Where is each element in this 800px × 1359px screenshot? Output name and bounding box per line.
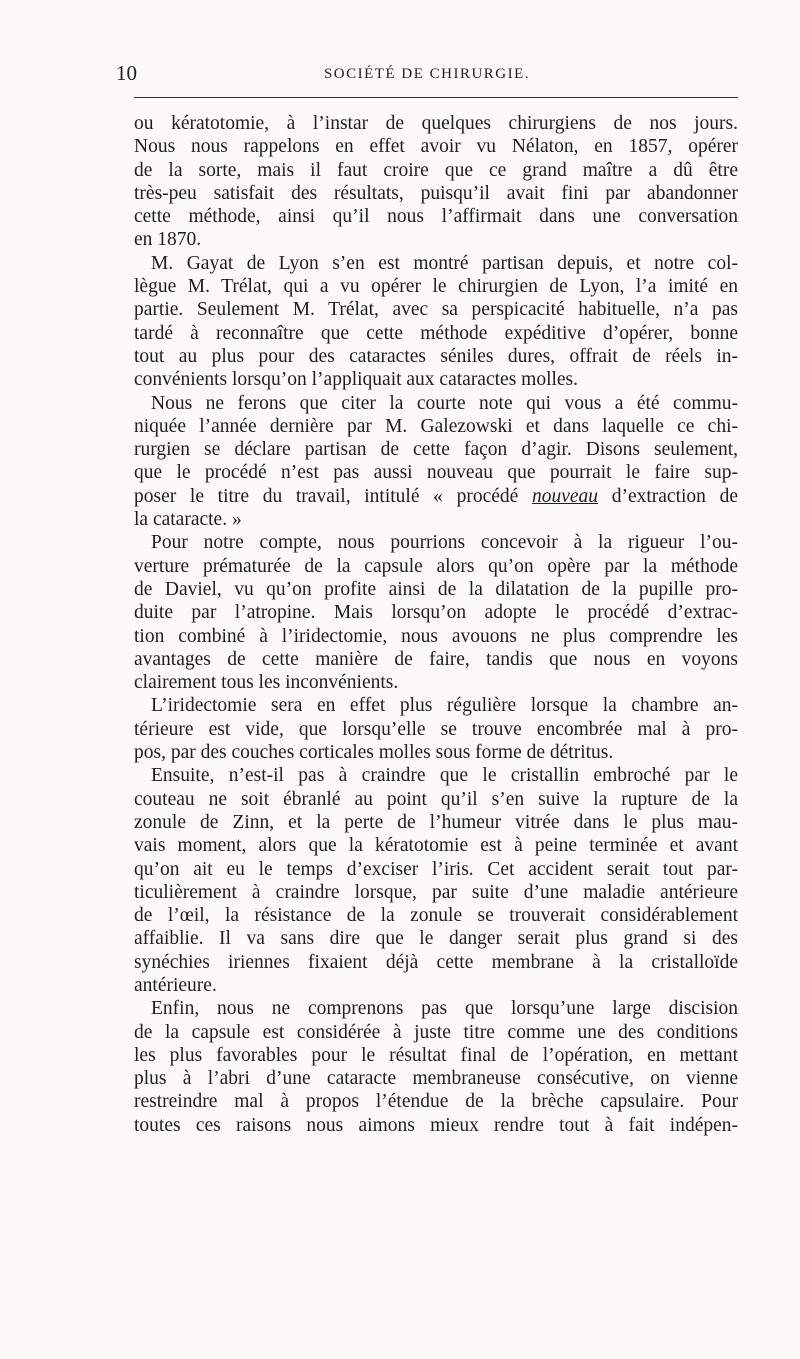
paragraph xyxy=(134,252,738,392)
text-line: partie. Seulement M. Trélat, avec sa perspicacité habituelle, n’a pas xyxy=(134,299,738,321)
text-line: tout au plus pour des cataractes séniles dures, offrait de réels in- xyxy=(134,345,738,367)
paragraph xyxy=(134,531,738,694)
text-line: avantages de cette manière de faire, tandis que nous en voyons xyxy=(134,648,738,670)
paragraph xyxy=(134,392,738,532)
text-line: poser le titre du travail, intitulé « procédé nouveau d’extraction de xyxy=(134,485,738,507)
text-line: qu’on ait eu le temps d’exciser l’iris. Cet accident serait tout par- xyxy=(134,858,738,880)
text-line: cette méthode, ainsi qu’il nous l’affirmait dans une conversation xyxy=(134,206,738,228)
text-line: les plus favorables pour le résultat final de l’opération, en mettant xyxy=(134,1044,738,1066)
text-line: Ensuite, n’est-il pas à craindre que le cristallin embroché par le xyxy=(151,765,738,787)
text-line: affaiblie. Il va sans dire que le danger serait plus grand si des xyxy=(134,928,738,950)
text-line: tion combiné à l’iridectomie, nous avouons ne plus comprendre les xyxy=(134,625,738,647)
text-line: couteau ne soit ébranlé au point qu’il s’en suive la rupture de la xyxy=(134,788,738,810)
text-line: restreindre mal à propos l’étendue de la brèche capsulaire. Pour xyxy=(134,1091,738,1113)
text-line: en 1870. xyxy=(134,229,202,251)
text-line: la cataracte. » xyxy=(134,509,242,531)
text-line: de la capsule est considérée à juste titre comme une des conditions xyxy=(134,1021,738,1043)
text-line: L’iridectomie sera en effet plus régulière lorsque la chambre an- xyxy=(151,695,738,717)
paragraph xyxy=(134,112,738,252)
text-line: niquée l’année dernière par M. Galezowski et dans laquelle ce chi- xyxy=(134,415,738,437)
text-line: rurgien se déclare partisan de cette façon d’agir. Disons seulement, xyxy=(134,439,738,461)
paragraph xyxy=(134,694,738,764)
running-head: SOCIÉTÉ DE CHIRURGIE. xyxy=(323,66,531,82)
text-line: verture prématurée de la capsule alors qu’on opère par la méthode xyxy=(134,555,738,577)
text-line: Enfin, nous ne comprenons pas que lorsqu’une large discision xyxy=(151,998,738,1020)
body-text xyxy=(134,112,738,1137)
page-number: 10 xyxy=(116,61,137,85)
paragraph xyxy=(134,764,738,997)
text-line: ou kératotomie, à l’instar de quelques chirurgiens de nos jours. xyxy=(134,113,738,134)
text-line: de l’œil, la résistance de la zonule se trouverait considérablement xyxy=(134,905,738,927)
header-rule xyxy=(134,97,738,98)
text-line: vais moment, alors que la kératotomie est à peine terminée et avant xyxy=(134,835,738,857)
paragraph xyxy=(134,997,738,1137)
text-line: ticulièrement à craindre lorsque, par suite d’une maladie antérieure xyxy=(134,881,738,903)
text-line: M. Gayat de Lyon s’en est montré partisan depuis, et notre col- xyxy=(151,252,738,274)
text-line: clairement tous les inconvénients. xyxy=(134,672,399,694)
text-line: de la sorte, mais il faut croire que ce grand maître a dû être xyxy=(134,159,738,181)
text-line: térieure est vide, que lorsqu’elle se trouve encombrée mal à pro- xyxy=(134,718,738,740)
text-line: Nous ne ferons que citer la courte note qui vous a été commu- xyxy=(151,392,738,414)
text-line: toutes ces raisons nous aimons mieux rendre tout à fait indépen- xyxy=(134,1114,738,1136)
text-line: Nous nous rappelons en effet avoir vu Nélaton, en 1857, opérer xyxy=(134,136,738,158)
text-line: Pour notre compte, nous pourrions concevoir à la rigueur l’ou- xyxy=(151,532,738,554)
text-line: pos, par des couches corticales molles sous forme de détritus. xyxy=(134,742,614,764)
text-line: lègue M. Trélat, qui a vu opérer le chirurgien de Lyon, l’a imité en xyxy=(134,276,738,298)
text-line: de Daviel, vu qu’on profite ainsi de la dilatation de la pupille pro- xyxy=(134,578,738,600)
text-line: plus à l’abri d’une cataracte membraneuse consécutive, on vienne xyxy=(134,1068,738,1090)
text-line: tardé à reconnaître que cette méthode expéditive d’opérer, bonne xyxy=(134,322,738,344)
emphasized-word: nouveau xyxy=(531,485,599,507)
text-line: synéchies iriennes fixaient déjà cette membrane à la cristalloïde xyxy=(134,951,738,973)
text-line: zonule de Zinn, et la perte de l’humeur vitrée dans le plus mau- xyxy=(134,811,738,833)
text-line: duite par l’atropine. Mais lorsqu’on adopte le procédé d’extrac- xyxy=(134,602,738,624)
text-line: très-peu satisfait des résultats, puisqu’il avait fini par abandonner xyxy=(134,182,738,204)
text-line: convénients lorsqu’on l’appliquait aux cataractes molles. xyxy=(134,369,579,391)
text-line: que le procédé n’est pas aussi nouveau que pourrait le faire sup- xyxy=(134,462,738,484)
page-header xyxy=(116,60,738,90)
text-line: antérieure. xyxy=(134,974,217,996)
